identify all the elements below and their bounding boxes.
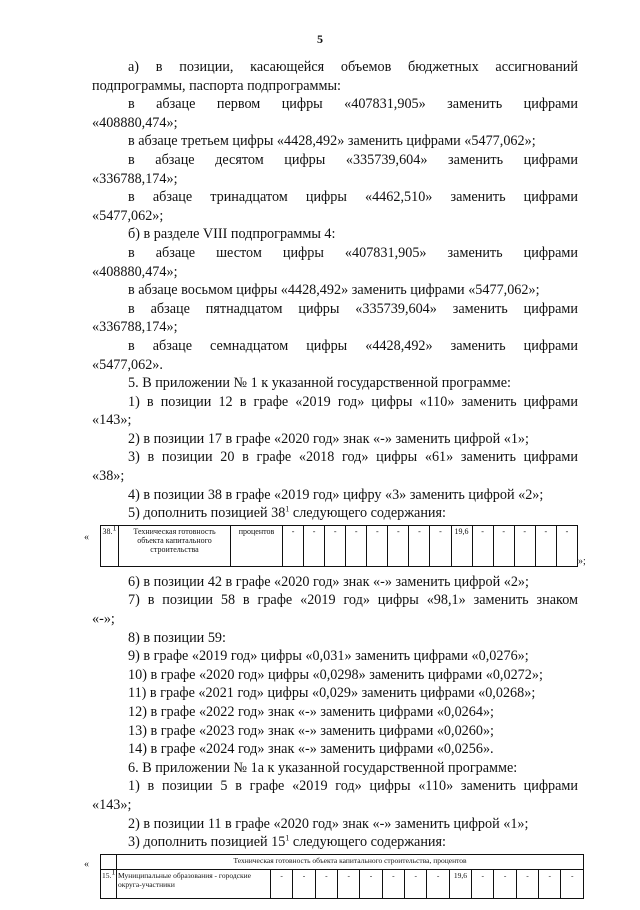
value-cell: - — [338, 869, 360, 898]
table-header-row — [101, 854, 584, 869]
paragraph-line: 14) в графе «2024 год» знак «-» заменить цифрами «0,0256». — [128, 741, 494, 758]
paragraph-line: 10) в графе «2020 год» цифры «0,0298» заменить цифрами «0,0272»; — [128, 666, 543, 683]
value-cell: - — [430, 525, 451, 566]
value-cell: - — [514, 525, 535, 566]
value-cell: - — [271, 869, 293, 898]
value-cell: - — [382, 869, 404, 898]
value-cell: - — [427, 869, 449, 898]
value-cell: 19,6 — [451, 525, 472, 566]
indicator-name: Муниципальные образования - городские округа-участники — [117, 869, 271, 898]
value-cell: - — [304, 525, 325, 566]
paragraph-line: «5477,062». — [92, 356, 163, 373]
table-position-15-1 — [84, 854, 578, 910]
paragraph-line: в абзаце тринадцатом цифры «4462,510» заменить цифрами — [128, 189, 578, 206]
paragraph-line: 9) в графе «2019 год» цифры «0,031» заменить цифрами «0,0276»; — [128, 648, 529, 665]
table-header: Техническая готовность объекта капитального строительства, процентов — [117, 854, 584, 869]
close-mark: »; — [578, 555, 586, 567]
value-cell: - — [388, 525, 409, 566]
value-cell: - — [472, 525, 493, 566]
value-cell: - — [360, 869, 382, 898]
paragraph-line: 4) в позиции 38 в графе «2019 год» цифру «3» заменить цифрой «2»; — [128, 486, 544, 503]
value-cell: - — [346, 525, 367, 566]
indicator-unit: процентов — [231, 525, 283, 566]
paragraph-line: 5. В приложении № 1 к указанной государственной программе: — [128, 375, 511, 392]
paragraph-line: «336788,174»; — [92, 319, 178, 336]
value-cell: - — [283, 525, 304, 566]
value-cell: - — [367, 525, 388, 566]
position-number: 15.$^1$ — [101, 869, 117, 898]
paragraph-line: 2) в позиции 17 в графе «2020 год» знак «-» заменить цифрой «1»; — [128, 430, 529, 447]
paragraph-line: 8) в позиции 59: — [128, 629, 226, 646]
paragraph-line: в абзаце семнадцатом цифры «4428,492» заменить цифрами — [128, 337, 578, 354]
table-row — [101, 525, 578, 566]
paragraph-line: 7) в позиции 58 в графе «2019 год» цифры «98,1» заменить знаком — [128, 592, 578, 609]
paragraph-line: 6) в позиции 42 в графе «2020 год» знак «-» заменить цифрой «2»; — [128, 573, 529, 590]
value-cell: 19,6 — [449, 869, 471, 898]
value-cell: - — [293, 869, 315, 898]
value-cell: - — [535, 525, 556, 566]
paragraph-line: 13) в графе «2023 год» знак «-» заменить цифрами «0,0260»; — [128, 722, 494, 739]
paragraph-line: в абзаце пятнадцатом цифры «335739,604» заменить цифрами — [128, 300, 578, 317]
value-cell: - — [472, 869, 494, 898]
document-body — [84, 58, 586, 910]
value-cell: - — [405, 869, 427, 898]
paragraph-line: а) в позиции, касающейся объемов бюджетных ассигнований подпрограммы, паспорта подпрограммы: — [92, 59, 578, 94]
paragraph-line: «143»; — [92, 412, 132, 429]
paragraph-line: в абзаце первом цифры «407831,905» заменить цифрами — [128, 96, 578, 113]
paragraph-line: 2) в позиции 11 в графе «2020 год» знак «-» заменить цифрой «1»; — [128, 815, 529, 832]
paragraph-line: «336788,174»; — [92, 170, 178, 187]
paragraph-line: 1) в позиции 12 в графе «2019 год» цифры «110» заменить цифрами — [128, 393, 578, 410]
paragraph-line: в абзаце третьем цифры «4428,492» заменить цифрами «5477,062»; — [128, 133, 536, 150]
page-number: 5 — [317, 32, 323, 46]
position-15-1-table — [100, 854, 584, 899]
paragraphs-middle — [92, 573, 578, 833]
paragraph-line: «-»; — [92, 611, 115, 628]
table-position-38-1 — [84, 523, 586, 569]
value-cell: - — [494, 869, 516, 898]
paragraph-line: «38»; — [92, 468, 125, 485]
paragraph-line: б) в разделе VIII подпрограммы 4: — [128, 226, 336, 243]
open-quote: « — [84, 531, 89, 543]
value-cell: - — [315, 869, 337, 898]
value-cell: - — [539, 869, 561, 898]
paragraphs-top — [92, 58, 578, 504]
paragraph-line: в абзаце восьмом цифры «4428,492» заменить цифрами «5477,062»; — [128, 282, 540, 299]
value-cell: - — [561, 869, 584, 898]
value-cell: - — [556, 525, 577, 566]
open-quote: « — [84, 858, 89, 870]
indicator-name: Техническая готовность объекта капитального строительства — [119, 525, 231, 566]
paragraph-line: в абзаце десятом цифры «335739,604» заменить цифрами — [128, 151, 578, 168]
table-row — [101, 869, 584, 898]
position-number: 38.$^1$ — [101, 525, 119, 566]
position-38-1-table — [100, 525, 578, 567]
value-cell: - — [516, 869, 538, 898]
paragraph-line: 3) в позиции 20 в графе «2018 год» цифры «61» заменить цифрами — [128, 449, 578, 466]
value-cell: - — [493, 525, 514, 566]
paragraph-line: «5477,062»; — [92, 207, 164, 224]
paragraph-line: в абзаце шестом цифры «407831,905» заменить цифрами — [128, 244, 578, 261]
value-cell: - — [325, 525, 346, 566]
paragraph-line: 1) в позиции 5 в графе «2019 год» цифры «110» заменить цифрами — [128, 778, 578, 795]
paragraph-line: 11) в графе «2021 год» цифры «0,029» заменить цифрами «0,0268»; — [128, 685, 536, 702]
add-position-15-1-line: 3) дополнить позицией $15^1$ следующего содержания: — [128, 833, 446, 851]
paragraph-line: «143»; — [92, 796, 132, 813]
paragraph-line: 6. В приложении № 1а к указанной государственной программе: — [128, 759, 518, 776]
paragraph-line: «408880,474»; — [92, 263, 178, 280]
value-cell: - — [409, 525, 430, 566]
paragraph-line: 12) в графе «2022 год» знак «-» заменить цифрами «0,0264»; — [128, 704, 494, 720]
paragraph-line: «408880,474»; — [92, 114, 178, 131]
add-position-38-1-line: 5) дополнить позицией $38^1$ следующего содержания: — [128, 504, 446, 522]
